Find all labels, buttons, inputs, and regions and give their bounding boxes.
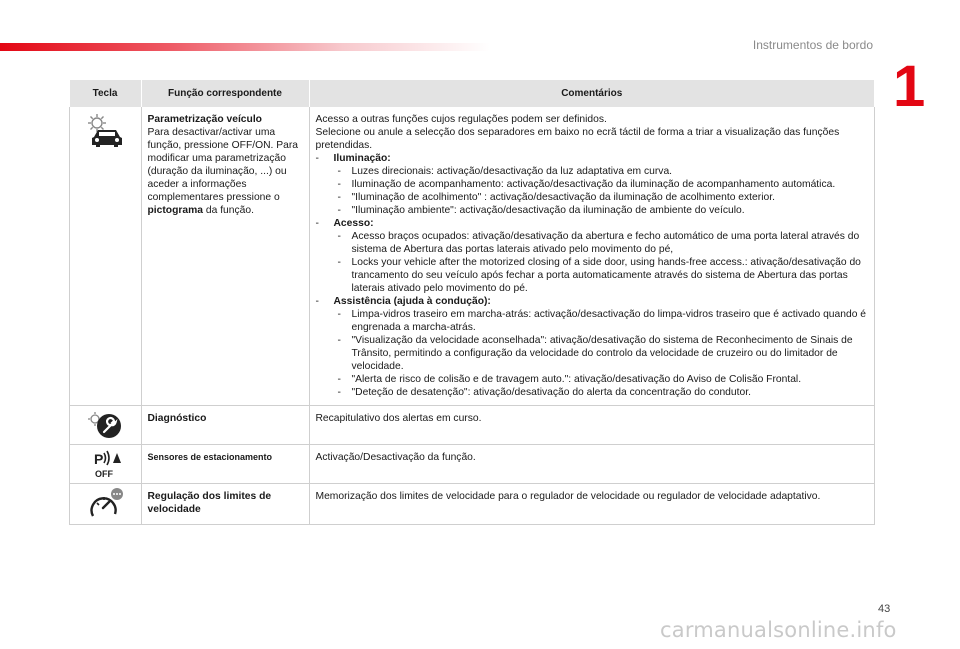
chapter-number: 1 — [893, 54, 926, 119]
comment-intro-1: Acesso a outras funções cujos regulações podem ser definidos. — [315, 114, 607, 125]
off-label: OFF — [95, 469, 114, 479]
function-cell — [141, 445, 309, 484]
diagnostic-wrench-icon — [72, 410, 139, 440]
group-title: Assistência (ajuda à condução): — [333, 296, 491, 307]
settings-groups-list — [316, 152, 871, 399]
list-item: - Luzes direcionais: activação/desactivação da luz adaptativa em curva. — [334, 165, 871, 178]
function-text-1: Para desactivar/activar uma função, pressione OFF/ON. Para modificar uma parametrização (duração da iluminação, ...) ou aceder a informações complementares pressione o — [147, 127, 299, 203]
svg-text:P: P — [94, 451, 104, 467]
list-item: - Locks your vehicle after the motorized closing of a side door, using hands-free access.: ativação/desativação do trancamento do seu veículo após fechar a porta automaticamente através do sistema de Abertura das portas laterais ativado pelo movimento do pé. — [334, 256, 871, 295]
key-cell — [70, 107, 142, 406]
speed-limits-icon — [72, 488, 139, 520]
group-items — [334, 165, 871, 217]
function-bold-word: pictograma — [147, 205, 204, 216]
function-cell — [141, 107, 309, 406]
comments-cell — [309, 107, 875, 406]
vehicle-settings-icon — [72, 111, 139, 149]
parking-sensors-off-icon — [72, 449, 139, 479]
list-item: - Limpa-vidros traseiro em marcha-atrás: activação/desactivação do limpa-vidros traseiro que é activado quando é engrenada a marcha-atrás. — [334, 308, 871, 334]
comment-text: Memorização dos limites de velocidade para o regulador de velocidade ou regulador de velocidade adaptativo. — [315, 491, 821, 502]
key-cell — [70, 445, 142, 484]
key-cell — [70, 484, 142, 525]
group-access — [316, 217, 871, 295]
list-item: - "Iluminação de acolhimento" : activação/desactivação da iluminação de acolhimento exterior. — [334, 191, 871, 204]
comments-cell — [309, 484, 875, 525]
list-item: - "Visualização da velocidade aconselhada": ativação/desativação do sistema de Reconhecimento de Sinais de Trânsito, permitindo a configuração da velocidade do controlo da velocidade de cruzeiro ou do limitador de velocidade. — [334, 334, 871, 373]
list-item: - "Deteção de desatenção": ativação/desativação do alerta da concentração do condutor. — [334, 386, 871, 399]
watermark: carmanualsonline.info — [660, 618, 897, 642]
comments-cell — [309, 445, 875, 484]
group-title: Acesso: — [333, 218, 374, 229]
list-item: - "Alerta de risco de colisão e de travagem auto.": ativação/desativação do Aviso de Colisão Frontal. — [334, 373, 871, 386]
section-title: Instrumentos de bordo — [752, 38, 873, 52]
function-title: Diagnóstico — [147, 413, 207, 424]
function-title: Parametrização veículo — [147, 114, 262, 125]
function-description — [148, 126, 305, 217]
header-comments: Comentários — [309, 80, 875, 107]
header-accent-bar — [0, 43, 490, 51]
group-lighting — [316, 152, 871, 217]
header-key: Tecla — [70, 80, 142, 107]
list-item: - Acesso braços ocupados: ativação/desativação da abertura e fecho automático de uma porta lateral através do sistema de Abertura das portas laterais ativado pelo movimento do pé, — [334, 230, 871, 256]
group-title: Iluminação: — [333, 153, 391, 164]
table-row — [70, 445, 875, 484]
list-item: - Iluminação de acompanhamento: activação/desactivação da iluminação de acompanhamento automática. — [334, 178, 871, 191]
function-cell — [141, 406, 309, 445]
functions-table — [69, 80, 875, 525]
group-items — [334, 308, 871, 399]
key-cell — [70, 406, 142, 445]
group-assistance — [316, 295, 871, 399]
group-items — [334, 230, 871, 295]
function-title: Sensores de estacionamento — [147, 452, 273, 462]
page-number: 43 — [878, 603, 891, 615]
comment-text: Activação/Desactivação da função. — [315, 452, 476, 463]
function-text-2: da função. — [203, 205, 254, 216]
list-item: - "Iluminação ambiente": activação/desactivação da iluminação de ambiente do veículo. — [334, 204, 871, 217]
table-header-row — [70, 80, 875, 107]
header-function: Função correspondente — [141, 80, 309, 107]
comment-intro-2: Selecione ou anule a selecção dos separadores em baixo no ecrã táctil de forma a triar a visualização das funções pretendidas. — [315, 127, 840, 151]
comment-text: Recapitulativo dos alertas em curso. — [315, 413, 482, 424]
table-row — [70, 107, 875, 406]
function-title: Regulação dos limites de velocidade — [147, 491, 272, 515]
function-cell — [141, 484, 309, 525]
table-row — [70, 406, 875, 445]
comments-cell — [309, 406, 875, 445]
table-row — [70, 484, 875, 525]
